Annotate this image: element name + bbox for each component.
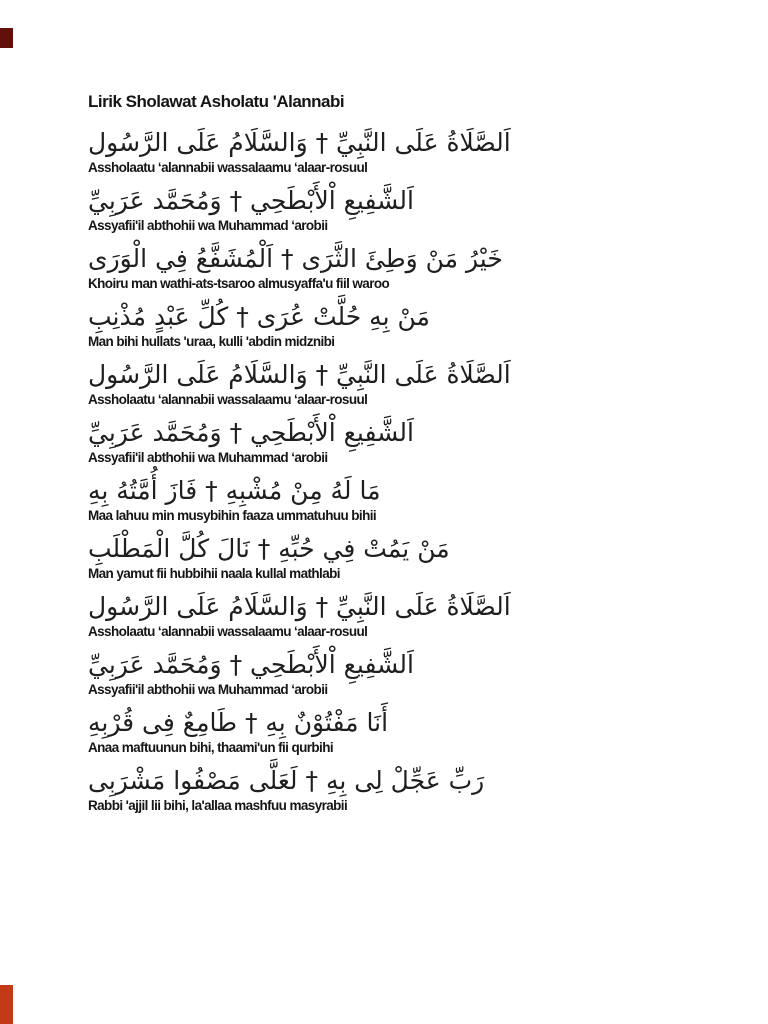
stanza xyxy=(88,706,698,756)
page-corner-marker-top xyxy=(0,28,13,48)
arabic-line: مَا لَهُ مِنْ مُشْبِهِ † فَازَ أُمَّتُهُ بِهِ xyxy=(88,476,381,505)
transliteration-line: Assyafii'il abthohii wa Muhammad ‘arobii xyxy=(88,218,328,233)
transliteration-line: Maa lahuu min musybihin faaza ummatuhuu bihii xyxy=(88,508,377,523)
arabic-line: اَلصَّلَاةُ عَلَى النَّبِيِّ † وَالسَّلَامُ عَلَى الرَّسُول xyxy=(88,128,511,157)
transliteration-line: Assyafii'il abthohii wa Muhammad ‘arobii xyxy=(88,682,328,697)
transliteration-line: Assholaatu ‘alannabii wassalaamu ‘alaar-rosuul xyxy=(88,624,368,639)
stanza xyxy=(88,300,698,350)
transliteration-line: Assholaatu ‘alannabii wassalaamu ‘alaar-rosuul xyxy=(88,160,368,175)
transliteration-line: Man bihi hullats 'uraa, kulli 'abdin midznibi xyxy=(88,334,335,349)
transliteration-line: Rabbi 'ajjil lii bihi, la'allaa mashfuu masyrabii xyxy=(88,798,348,813)
arabic-line: مَنْ بِهِ حُلَّتْ عُرَى † كُلِّ عَبْدٍ مُذْنِبِ xyxy=(88,302,430,331)
arabic-line: رَبِّ عَجِّلْ لِى بِهِ † لَعَلَّى مَصْفُوا مَشْرَبِى xyxy=(88,766,485,795)
arabic-line: اَلصَّلَاةُ عَلَى النَّبِيِّ † وَالسَّلَامُ عَلَى الرَّسُول xyxy=(88,360,511,389)
transliteration-line: Assyafii'il abthohii wa Muhammad ‘arobii xyxy=(88,450,328,465)
stanza xyxy=(88,126,698,176)
stanza xyxy=(88,242,698,292)
page-title: Lirik Sholawat Asholatu 'Alannabi xyxy=(88,92,345,111)
stanza xyxy=(88,416,698,466)
stanza xyxy=(88,358,698,408)
stanza xyxy=(88,648,698,698)
arabic-line: اَلشَّفِيعِ اْلأَبْطَحِي † وَمُحَمَّد عَرَبِيِّ xyxy=(88,186,414,215)
transliteration-line: Man yamut fii hubbihii naala kullal mathlabi xyxy=(88,566,340,581)
lyrics-document xyxy=(88,90,698,822)
page-corner-marker-bottom xyxy=(0,985,13,1024)
stanza xyxy=(88,764,698,814)
stanza xyxy=(88,474,698,524)
transliteration-line: Khoiru man wathi-ats-tsaroo almusyaffa'u fiil waroo xyxy=(88,276,390,291)
arabic-line: اَلشَّفِيعِ اْلأَبْطَحِي † وَمُحَمَّد عَرَبِيِّ xyxy=(88,650,414,679)
transliteration-line: Anaa maftuunun bihi, thaami'un fii qurbihi xyxy=(88,740,333,755)
stanza xyxy=(88,184,698,234)
arabic-line: مَنْ يَمُتْ فِي حُبِّهِ † نَالَ كُلَّ الْمَطْلَبِ xyxy=(88,534,450,563)
arabic-line: أَنَا مَفْتُوْنٌ بِهِ † طَامِعٌ فِى قُرْبِهِ xyxy=(88,708,389,737)
arabic-line: اَلشَّفِيعِ اْلأَبْطَحِي † وَمُحَمَّد عَرَبِيِّ xyxy=(88,418,414,447)
arabic-line: اَلصَّلَاةُ عَلَى النَّبِيِّ † وَالسَّلَامُ عَلَى الرَّسُول xyxy=(88,592,511,621)
stanza xyxy=(88,532,698,582)
transliteration-line: Assholaatu ‘alannabii wassalaamu ‘alaar-rosuul xyxy=(88,392,368,407)
stanza xyxy=(88,590,698,640)
arabic-line: خَيْرُ مَنْ وَطِئَ الثَّرَى † اَلْمُشَفَّعُ فِي الْوَرَى xyxy=(88,244,503,273)
